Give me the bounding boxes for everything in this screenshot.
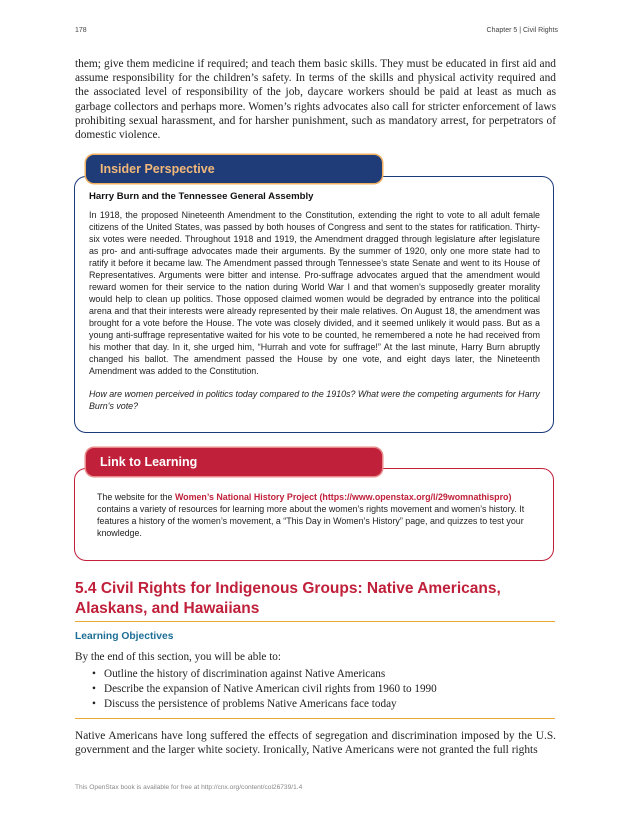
womens-history-project-link[interactable]: Women’s National History Project (https://www.openstax.org/l/29womnathispro): [174, 492, 512, 502]
link-text-before: The website for the: [97, 492, 175, 502]
objective-item: • Discuss the persistence of problems Native Americans face today: [92, 697, 437, 712]
insider-perspective-title: Harry Burn and the Tennessee General Assembly: [89, 191, 314, 202]
learning-objectives-list: [92, 667, 437, 712]
link-text-after: contains a variety of resources for learning more about the women’s rights movement and women’s history. It features a history of the women’s movement, a “This Day in Women’s History” page, and quizzes to test your knowledge.: [97, 504, 525, 538]
section-divider-bottom: [75, 718, 555, 719]
learning-objectives-title: Learning Objectives: [75, 631, 174, 642]
closing-paragraph: Native Americans have long suffered the effects of segregation and discrimination imposed by the U.S. government and the larger white society. Ironically, Native Americans were not granted the full rights: [75, 730, 556, 757]
learning-objectives-intro: By the end of this section, you will be able to:: [75, 651, 282, 663]
objective-item: • Outline the history of discrimination against Native Americans: [92, 667, 437, 682]
page-number: 178: [75, 27, 87, 34]
objective-item: • Describe the expansion of Native American civil rights from 1960 to 1990: [92, 682, 437, 697]
link-to-learning-tab: Link to Learning: [86, 448, 382, 476]
intro-paragraph: them; give them medicine if required; and teach them basic skills. They must be educated in first aid and assume responsibility for the children’s safety. In terms of the skills and physical activity required and the associated level of responsibility of the job, daycare workers should be paid at least as much as garbage collectors and perhaps more. Women’s rights advocates also call for stricter enforcement of laws prohibiting sexual harassment, and for harsher punishment, such as mandatory arrest, for perpetrators of domestic violence.: [75, 58, 556, 142]
chapter-header: Chapter 5 | Civil Rights: [486, 27, 558, 34]
section-divider-top: [75, 621, 555, 622]
insider-perspective-question: How are women perceived in politics today compared to the 1910s? What were the competing arguments for Harry Burn's vote?: [89, 389, 540, 411]
insider-perspective-body: In 1918, the proposed Nineteenth Amendment to the Constitution, extending the right to vote to all adult female citizens of the United States, was passed by both houses of Congress and sent to the states for ratification. Thirty-six votes were needed. Throughout 1918 and 1919, the Amendment dragged through legislature after legislature as pro- and anti-suffrage advocates made their arguments. By the summer of 1920, only one more state had to ratify it before it became law. The Amendment passed through Tennessee’s state Senate and went to its House of Representatives. Arguments were bitter and intense. Pro-suffrage advocates argued that the amendment would reward women for their service to the nation during World War I and that women’s supposedly greater morality would help to clean up politics. Those opposed claimed women would be degraded by entrance into the political arena and that their interests were already represented by their male relatives. On August 18, the amendment was brought for a vote before the House. The vote was closely divided, and it seemed unlikely it would pass. But as a young anti-suffrage representative waited for his vote to be counted, he remembered a note he had received from his mother that day. In it, she urged him, “Hurrah and vote for suffrage!” At the last minute, Harry Burn abruptly changed his ballot. The amendment passed the House by one vote, and eight days later, the Nineteenth Amendment was added to the Constitution.: [89, 210, 540, 376]
link-to-learning-body: [97, 491, 537, 539]
section-title: 5.4 Civil Rights for Indigenous Groups: Native Americans, Alaskans, and Hawaiians: [75, 580, 501, 617]
footer-note: This OpenStax book is available for free at http://cnx.org/content/col26739/1.4: [75, 784, 303, 791]
insider-perspective-tab: Insider Perspective: [86, 155, 382, 183]
